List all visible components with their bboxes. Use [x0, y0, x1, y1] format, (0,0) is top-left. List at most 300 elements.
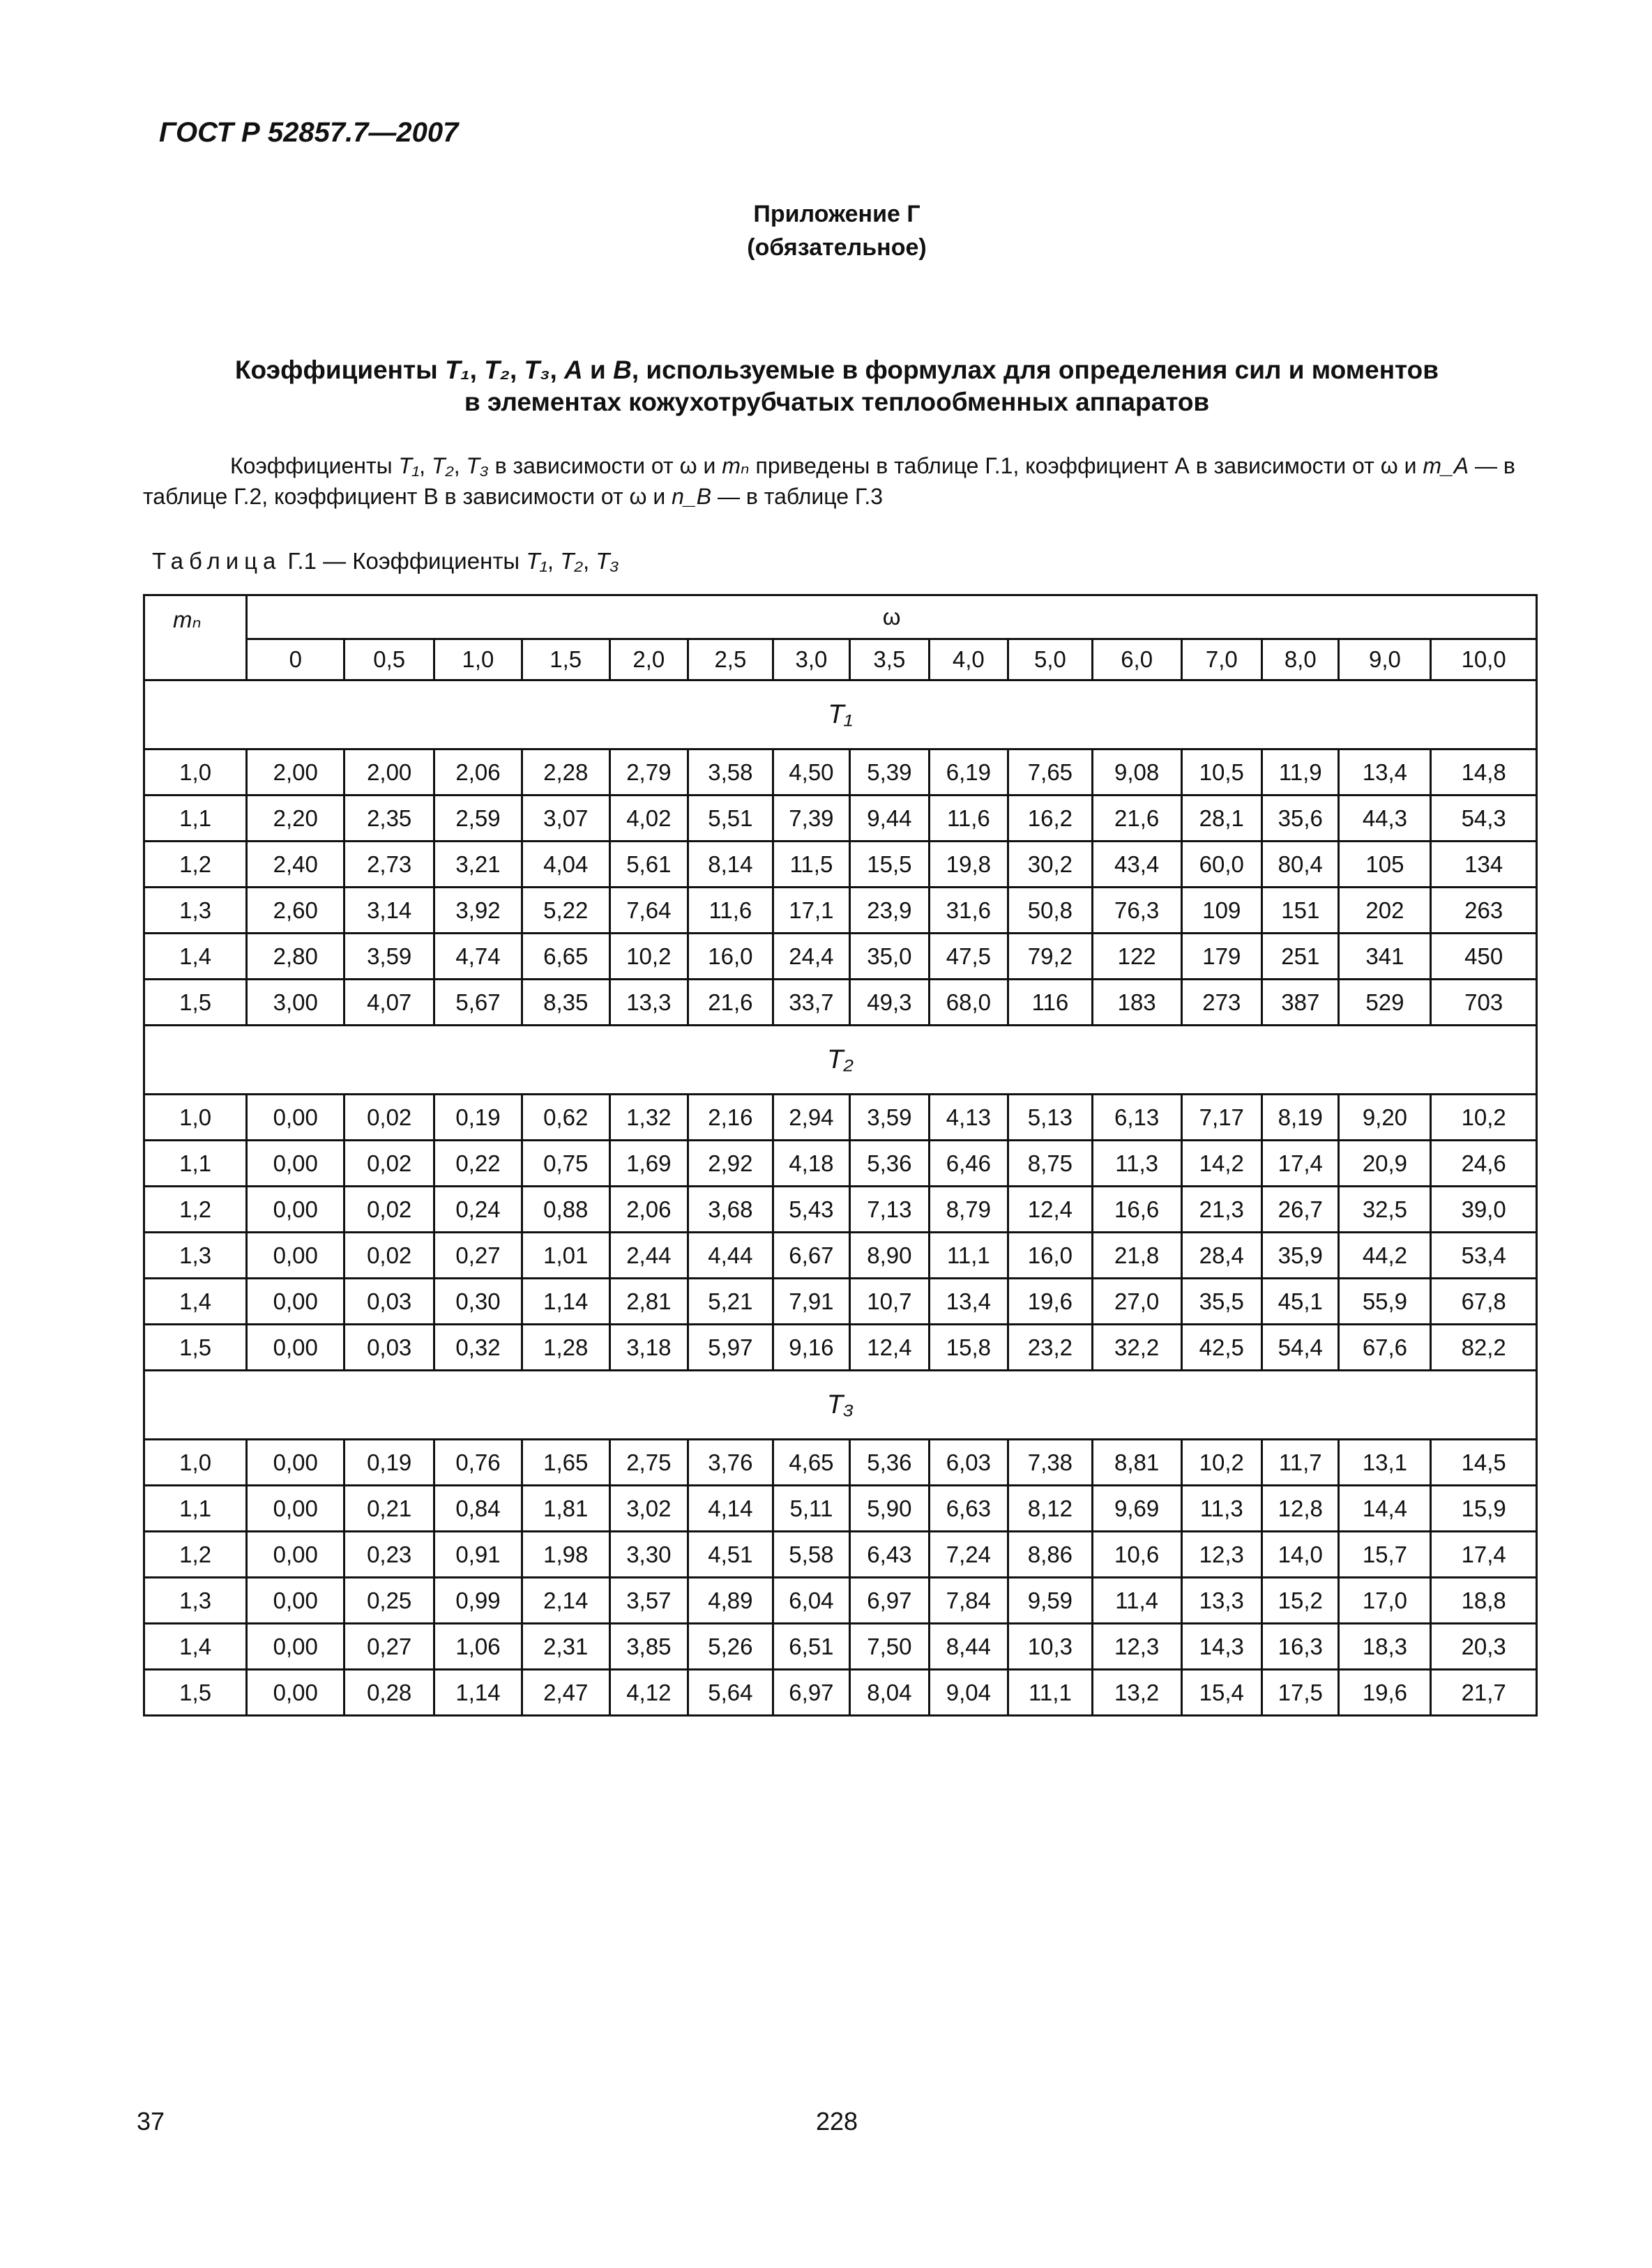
coefficient-cell: 8,35: [522, 980, 609, 1026]
coefficient-cell: 0,00: [247, 1440, 344, 1486]
table-row: [144, 796, 1537, 842]
omega-value-cell: 7,0: [1181, 639, 1262, 680]
coefficient-cell: 12,8: [1262, 1486, 1339, 1532]
coefficient-cell: 8,12: [1008, 1486, 1093, 1532]
coefficient-cell: 13,4: [1339, 749, 1431, 796]
coefficient-cell: 14,0: [1262, 1532, 1339, 1578]
coefficient-cell: 6,65: [522, 934, 609, 980]
coefficient-cell: 0,00: [247, 1578, 344, 1624]
coefficient-cell: 32,2: [1092, 1325, 1181, 1371]
coefficient-cell: 82,2: [1431, 1325, 1537, 1371]
coefficient-cell: 16,0: [688, 934, 773, 980]
coefficient-cell: 10,2: [609, 934, 688, 980]
row-header-mn: mₙ: [144, 595, 247, 680]
coefficient-cell: 0,02: [344, 1187, 434, 1233]
coefficient-cell: 4,44: [688, 1233, 773, 1279]
omega-header: ω: [247, 595, 1537, 639]
omega-value-cell: 2,0: [609, 639, 688, 680]
coefficient-cell: 0,03: [344, 1279, 434, 1325]
coefficient-cell: 4,89: [688, 1578, 773, 1624]
coefficient-cell: 16,0: [1008, 1233, 1093, 1279]
coefficient-cell: 11,3: [1092, 1141, 1181, 1187]
coefficient-cell: 17,5: [1262, 1670, 1339, 1716]
coefficient-cell: 4,04: [522, 842, 609, 888]
coefficient-cell: 8,44: [929, 1624, 1008, 1670]
coefficient-cell: 0,99: [434, 1578, 522, 1624]
coefficient-cell: 1,69: [609, 1141, 688, 1187]
coefficient-cell: 54,3: [1431, 796, 1537, 842]
coefficient-cell: 5,22: [522, 888, 609, 934]
coefficient-cell: 5,13: [1008, 1095, 1093, 1141]
appendix-status: (обязательное): [747, 234, 927, 261]
coefficient-cell: 10,2: [1181, 1440, 1262, 1486]
coefficient-cell: 49,3: [850, 980, 929, 1026]
coefficient-cell: 2,81: [609, 1279, 688, 1325]
coefficient-cell: 3,21: [434, 842, 522, 888]
coefficient-cell: 20,3: [1431, 1624, 1537, 1670]
mn-value-cell: 1,4: [144, 1279, 247, 1325]
table-row: [144, 1578, 1537, 1624]
coefficient-cell: 2,06: [609, 1187, 688, 1233]
coefficient-cell: 0,23: [344, 1532, 434, 1578]
mn-value-cell: 1,0: [144, 1440, 247, 1486]
coefficient-cell: 60,0: [1181, 842, 1262, 888]
coefficient-cell: 2,75: [609, 1440, 688, 1486]
coefficient-cell: 21,6: [1092, 796, 1181, 842]
table-row: [144, 934, 1537, 980]
coefficient-cell: 0,91: [434, 1532, 522, 1578]
coefficient-cell: 68,0: [929, 980, 1008, 1026]
coefficient-cell: 2,79: [609, 749, 688, 796]
coefficient-cell: 0,76: [434, 1440, 522, 1486]
mn-value-cell: 1,1: [144, 1141, 247, 1187]
mn-value-cell: 1,0: [144, 1095, 247, 1141]
coefficient-cell: 2,80: [247, 934, 344, 980]
coefficient-cell: 5,43: [773, 1187, 849, 1233]
coefficient-cell: 14,4: [1339, 1486, 1431, 1532]
coefficient-cell: 3,02: [609, 1486, 688, 1532]
coefficient-cell: 13,2: [1092, 1670, 1181, 1716]
coefficient-cell: 0,25: [344, 1578, 434, 1624]
coefficient-cell: 122: [1092, 934, 1181, 980]
coefficient-cell: 16,3: [1262, 1624, 1339, 1670]
coefficient-cell: 10,7: [850, 1279, 929, 1325]
coefficient-cell: 263: [1431, 888, 1537, 934]
section-row: [144, 680, 1537, 749]
coefficient-cell: 0,62: [522, 1095, 609, 1141]
coefficient-cell: 0,00: [247, 1624, 344, 1670]
coefficient-cell: 0,88: [522, 1187, 609, 1233]
coefficient-cell: 105: [1339, 842, 1431, 888]
coefficient-cell: 2,00: [247, 749, 344, 796]
coefficient-cell: 0,75: [522, 1141, 609, 1187]
coefficient-cell: 19,8: [929, 842, 1008, 888]
mn-value-cell: 1,2: [144, 842, 247, 888]
table-row: [144, 1532, 1537, 1578]
coefficient-cell: 7,17: [1181, 1095, 1262, 1141]
coefficient-cell: 55,9: [1339, 1279, 1431, 1325]
coefficient-cell: 45,1: [1262, 1279, 1339, 1325]
coefficient-cell: 9,44: [850, 796, 929, 842]
coefficient-cell: 1,81: [522, 1486, 609, 1532]
coefficient-cell: 3,59: [850, 1095, 929, 1141]
table-row: [144, 1141, 1537, 1187]
coefficient-cell: 67,6: [1339, 1325, 1431, 1371]
omega-value-cell: 10,0: [1431, 639, 1537, 680]
coefficient-cell: 7,39: [773, 796, 849, 842]
coefficient-cell: 28,4: [1181, 1233, 1262, 1279]
coefficient-cell: 31,6: [929, 888, 1008, 934]
coefficient-cell: 6,63: [929, 1486, 1008, 1532]
coefficient-cell: 3,76: [688, 1440, 773, 1486]
mn-value-cell: 1,3: [144, 1578, 247, 1624]
coefficient-cell: 54,4: [1262, 1325, 1339, 1371]
section-label: T₃: [144, 1371, 1537, 1440]
coefficient-cell: 4,12: [609, 1670, 688, 1716]
coefficient-cell: 3,14: [344, 888, 434, 934]
footer-left-number: 37: [137, 2107, 165, 2136]
coefficient-cell: 0,22: [434, 1141, 522, 1187]
coefficient-cell: 7,64: [609, 888, 688, 934]
coefficient-cell: 7,38: [1008, 1440, 1093, 1486]
mn-value-cell: 1,4: [144, 934, 247, 980]
coefficient-cell: 11,6: [929, 796, 1008, 842]
coefficient-cell: 21,7: [1431, 1670, 1537, 1716]
coefficient-cell: 2,94: [773, 1095, 849, 1141]
coefficient-cell: 21,8: [1092, 1233, 1181, 1279]
coefficients-table: [143, 594, 1538, 1717]
coefficient-cell: 0,24: [434, 1187, 522, 1233]
omega-value-cell: 1,0: [434, 639, 522, 680]
coefficient-cell: 4,02: [609, 796, 688, 842]
coefficient-cell: 20,9: [1339, 1141, 1431, 1187]
coefficient-cell: 0,00: [247, 1670, 344, 1716]
coefficient-cell: 50,8: [1008, 888, 1093, 934]
coefficient-cell: 0,28: [344, 1670, 434, 1716]
coefficient-cell: 12,3: [1092, 1624, 1181, 1670]
coefficient-cell: 3,07: [522, 796, 609, 842]
omega-value-cell: 3,5: [850, 639, 929, 680]
coefficient-cell: 4,65: [773, 1440, 849, 1486]
coefficient-cell: 2,40: [247, 842, 344, 888]
coefficient-cell: 0,32: [434, 1325, 522, 1371]
coefficient-cell: 13,3: [609, 980, 688, 1026]
coefficient-cell: 2,60: [247, 888, 344, 934]
table-row: [144, 1624, 1537, 1670]
coefficient-cell: 251: [1262, 934, 1339, 980]
coefficient-cell: 8,86: [1008, 1532, 1093, 1578]
coefficient-cell: 1,98: [522, 1532, 609, 1578]
coefficient-cell: 1,65: [522, 1440, 609, 1486]
coefficient-cell: 47,5: [929, 934, 1008, 980]
coefficient-cell: 179: [1181, 934, 1262, 980]
coefficient-cell: 13,1: [1339, 1440, 1431, 1486]
coefficient-cell: 4,50: [773, 749, 849, 796]
coefficient-cell: 4,18: [773, 1141, 849, 1187]
coefficient-cell: 10,2: [1431, 1095, 1537, 1141]
coefficient-cell: 15,7: [1339, 1532, 1431, 1578]
coefficient-cell: 2,92: [688, 1141, 773, 1187]
coefficient-cell: 11,3: [1181, 1486, 1262, 1532]
coefficient-cell: 2,14: [522, 1578, 609, 1624]
coefficient-cell: 6,03: [929, 1440, 1008, 1486]
mn-value-cell: 1,5: [144, 1670, 247, 1716]
coefficient-cell: 0,02: [344, 1095, 434, 1141]
page-number: 228: [816, 2107, 858, 2136]
coefficient-cell: 1,14: [522, 1279, 609, 1325]
coefficient-cell: 0,03: [344, 1325, 434, 1371]
coefficient-cell: 79,2: [1008, 934, 1093, 980]
coefficient-cell: 5,39: [850, 749, 929, 796]
coefficient-cell: 11,4: [1092, 1578, 1181, 1624]
coefficient-cell: 35,9: [1262, 1233, 1339, 1279]
coefficient-cell: 30,2: [1008, 842, 1093, 888]
omega-value-cell: 8,0: [1262, 639, 1339, 680]
coefficient-cell: 8,19: [1262, 1095, 1339, 1141]
coefficient-cell: 19,6: [1339, 1670, 1431, 1716]
appendix-title: Приложение Г: [753, 201, 920, 227]
coefficient-cell: 134: [1431, 842, 1537, 888]
section-title-line-1: Коэффициенты T₁, T₂, T₃, A и B, используемые в формулах для определения сил и моментов: [234, 356, 1439, 384]
coefficient-cell: 4,13: [929, 1095, 1008, 1141]
coefficient-cell: 2,00: [344, 749, 434, 796]
coefficient-cell: 12,4: [850, 1325, 929, 1371]
coefficient-cell: 3,58: [688, 749, 773, 796]
section-row: [144, 1371, 1537, 1440]
coefficient-cell: 18,3: [1339, 1624, 1431, 1670]
coefficient-cell: 4,14: [688, 1486, 773, 1532]
coefficient-cell: 6,19: [929, 749, 1008, 796]
coefficient-cell: 53,4: [1431, 1233, 1537, 1279]
coefficient-cell: 0,00: [247, 1279, 344, 1325]
section-row: [144, 1026, 1537, 1095]
coefficient-cell: 3,68: [688, 1187, 773, 1233]
omega-value-cell: 0: [247, 639, 344, 680]
coefficient-cell: 183: [1092, 980, 1181, 1026]
coefficient-cell: 12,3: [1181, 1532, 1262, 1578]
coefficient-cell: 0,84: [434, 1486, 522, 1532]
coefficient-cell: 3,18: [609, 1325, 688, 1371]
coefficient-cell: 1,28: [522, 1325, 609, 1371]
coefficient-cell: 9,69: [1092, 1486, 1181, 1532]
coefficient-cell: 450: [1431, 934, 1537, 980]
table-row: [144, 1279, 1537, 1325]
coefficient-cell: 33,7: [773, 980, 849, 1026]
document-code: ГОСТ Р 52857.7—2007: [159, 117, 459, 148]
mn-value-cell: 1,2: [144, 1532, 247, 1578]
table-row: [144, 1670, 1537, 1716]
coefficient-cell: 6,97: [773, 1670, 849, 1716]
coefficient-cell: 0,02: [344, 1233, 434, 1279]
mn-value-cell: 1,1: [144, 1486, 247, 1532]
coefficient-cell: 17,4: [1262, 1141, 1339, 1187]
coefficient-cell: 32,5: [1339, 1187, 1431, 1233]
section-label: T₂: [144, 1026, 1537, 1095]
coefficient-cell: 0,00: [247, 1187, 344, 1233]
coefficient-cell: 0,00: [247, 1486, 344, 1532]
coefficient-cell: 5,11: [773, 1486, 849, 1532]
coefficient-cell: 27,0: [1092, 1279, 1181, 1325]
coefficient-cell: 4,74: [434, 934, 522, 980]
coefficient-cell: 387: [1262, 980, 1339, 1026]
mn-value-cell: 1,3: [144, 1233, 247, 1279]
coefficient-cell: 6,97: [850, 1578, 929, 1624]
coefficient-cell: 5,51: [688, 796, 773, 842]
coefficient-cell: 10,5: [1181, 749, 1262, 796]
coefficient-cell: 1,14: [434, 1670, 522, 1716]
coefficient-cell: 2,20: [247, 796, 344, 842]
table-row: [144, 1233, 1537, 1279]
coefficient-cell: 80,4: [1262, 842, 1339, 888]
mn-value-cell: 1,5: [144, 1325, 247, 1371]
coefficient-cell: 2,28: [522, 749, 609, 796]
coefficient-cell: 4,07: [344, 980, 434, 1026]
mn-value-cell: 1,5: [144, 980, 247, 1026]
coefficient-cell: 35,0: [850, 934, 929, 980]
coefficient-cell: 6,51: [773, 1624, 849, 1670]
coefficient-cell: 14,8: [1431, 749, 1537, 796]
coefficient-cell: 273: [1181, 980, 1262, 1026]
coefficient-cell: 5,61: [609, 842, 688, 888]
coefficient-cell: 0,02: [344, 1141, 434, 1187]
table-row: [144, 1440, 1537, 1486]
omega-value-cell: 5,0: [1008, 639, 1093, 680]
header-row-omega: [144, 595, 1537, 639]
coefficient-cell: 0,30: [434, 1279, 522, 1325]
coefficient-cell: 7,50: [850, 1624, 929, 1670]
coefficient-cell: 15,2: [1262, 1578, 1339, 1624]
coefficient-cell: 11,9: [1262, 749, 1339, 796]
omega-value-cell: 0,5: [344, 639, 434, 680]
coefficient-cell: 21,6: [688, 980, 773, 1026]
coefficient-cell: 3,85: [609, 1624, 688, 1670]
coefficient-cell: 18,8: [1431, 1578, 1537, 1624]
coefficient-cell: 0,00: [247, 1233, 344, 1279]
coefficient-cell: 14,5: [1431, 1440, 1537, 1486]
coefficient-cell: 44,3: [1339, 796, 1431, 842]
coefficient-cell: 1,06: [434, 1624, 522, 1670]
coefficient-cell: 42,5: [1181, 1325, 1262, 1371]
coefficient-cell: 15,9: [1431, 1486, 1537, 1532]
coefficient-cell: 109: [1181, 888, 1262, 934]
table-row: [144, 980, 1537, 1026]
table-row: [144, 1325, 1537, 1371]
coefficient-cell: 17,4: [1431, 1532, 1537, 1578]
coefficient-cell: 11,6: [688, 888, 773, 934]
coefficient-cell: 35,6: [1262, 796, 1339, 842]
coefficient-cell: 0,19: [344, 1440, 434, 1486]
coefficient-cell: 151: [1262, 888, 1339, 934]
coefficient-cell: 10,3: [1008, 1624, 1093, 1670]
coefficient-cell: 17,0: [1339, 1578, 1431, 1624]
omega-value-cell: 1,5: [522, 639, 609, 680]
coefficient-cell: 0,27: [344, 1624, 434, 1670]
coefficient-cell: 11,5: [773, 842, 849, 888]
coefficient-cell: 15,4: [1181, 1670, 1262, 1716]
coefficient-cell: 3,57: [609, 1578, 688, 1624]
coefficient-cell: 5,97: [688, 1325, 773, 1371]
mn-value-cell: 1,0: [144, 749, 247, 796]
coefficient-cell: 9,20: [1339, 1095, 1431, 1141]
coefficient-cell: 0,00: [247, 1095, 344, 1141]
coefficient-cell: 6,43: [850, 1532, 929, 1578]
coefficient-cell: 2,59: [434, 796, 522, 842]
coefficient-cell: 5,21: [688, 1279, 773, 1325]
table-row: [144, 749, 1537, 796]
coefficient-cell: 8,79: [929, 1187, 1008, 1233]
coefficient-cell: 9,08: [1092, 749, 1181, 796]
coefficient-cell: 6,46: [929, 1141, 1008, 1187]
coefficient-cell: 23,2: [1008, 1325, 1093, 1371]
coefficient-cell: 0,21: [344, 1486, 434, 1532]
coefficient-cell: 0,27: [434, 1233, 522, 1279]
coefficient-cell: 1,01: [522, 1233, 609, 1279]
coefficient-cell: 13,3: [1181, 1578, 1262, 1624]
coefficient-cell: 35,5: [1181, 1279, 1262, 1325]
coefficient-cell: 529: [1339, 980, 1431, 1026]
omega-value-cell: 3,0: [773, 639, 849, 680]
table-row: [144, 1187, 1537, 1233]
table-row: [144, 888, 1537, 934]
coefficient-cell: 43,4: [1092, 842, 1181, 888]
coefficient-cell: 6,13: [1092, 1095, 1181, 1141]
coefficient-cell: 7,24: [929, 1532, 1008, 1578]
coefficient-cell: 9,59: [1008, 1578, 1093, 1624]
coefficient-cell: 5,90: [850, 1486, 929, 1532]
omega-value-cell: 2,5: [688, 639, 773, 680]
omega-value-cell: 9,0: [1339, 639, 1431, 680]
intro-paragraph: Коэффициенты T₁, T₂, T₃ в зависимости от ω и mₙ приведены в таблице Г.1, коэффициент А в зависимости от ω и m_A — в таблице Г.2, коэффициент В в зависимости от ω и n_B — в таблице Г.3: [143, 453, 1515, 509]
coefficient-cell: 5,26: [688, 1624, 773, 1670]
coefficient-cell: 9,04: [929, 1670, 1008, 1716]
coefficient-cell: 11,1: [1008, 1670, 1093, 1716]
header-row-omega-values: [144, 639, 1537, 680]
coefficient-cell: 2,16: [688, 1095, 773, 1141]
coefficient-cell: 4,51: [688, 1532, 773, 1578]
coefficient-cell: 15,8: [929, 1325, 1008, 1371]
coefficient-cell: 3,30: [609, 1532, 688, 1578]
coefficient-cell: 6,67: [773, 1233, 849, 1279]
coefficient-cell: 3,00: [247, 980, 344, 1026]
coefficient-cell: 8,90: [850, 1233, 929, 1279]
coefficient-cell: 67,8: [1431, 1279, 1537, 1325]
coefficient-cell: 703: [1431, 980, 1537, 1026]
coefficient-cell: 202: [1339, 888, 1431, 934]
table-row: [144, 1095, 1537, 1141]
coefficient-cell: 14,3: [1181, 1624, 1262, 1670]
coefficient-cell: 12,4: [1008, 1187, 1093, 1233]
coefficient-cell: 3,59: [344, 934, 434, 980]
coefficient-cell: 2,73: [344, 842, 434, 888]
coefficient-cell: 0,00: [247, 1532, 344, 1578]
section-label: T₁: [144, 680, 1537, 749]
coefficient-cell: 14,2: [1181, 1141, 1262, 1187]
coefficient-cell: 11,7: [1262, 1440, 1339, 1486]
mn-value-cell: 1,1: [144, 796, 247, 842]
coefficient-cell: 21,3: [1181, 1187, 1262, 1233]
coefficient-cell: 2,44: [609, 1233, 688, 1279]
mn-value-cell: 1,3: [144, 888, 247, 934]
coefficient-cell: 2,47: [522, 1670, 609, 1716]
coefficient-cell: 7,84: [929, 1578, 1008, 1624]
coefficient-cell: 8,75: [1008, 1141, 1093, 1187]
coefficient-cell: 24,4: [773, 934, 849, 980]
coefficient-cell: 44,2: [1339, 1233, 1431, 1279]
coefficient-cell: 8,14: [688, 842, 773, 888]
coefficient-cell: 11,1: [929, 1233, 1008, 1279]
coefficient-cell: 116: [1008, 980, 1093, 1026]
coefficient-cell: 5,58: [773, 1532, 849, 1578]
